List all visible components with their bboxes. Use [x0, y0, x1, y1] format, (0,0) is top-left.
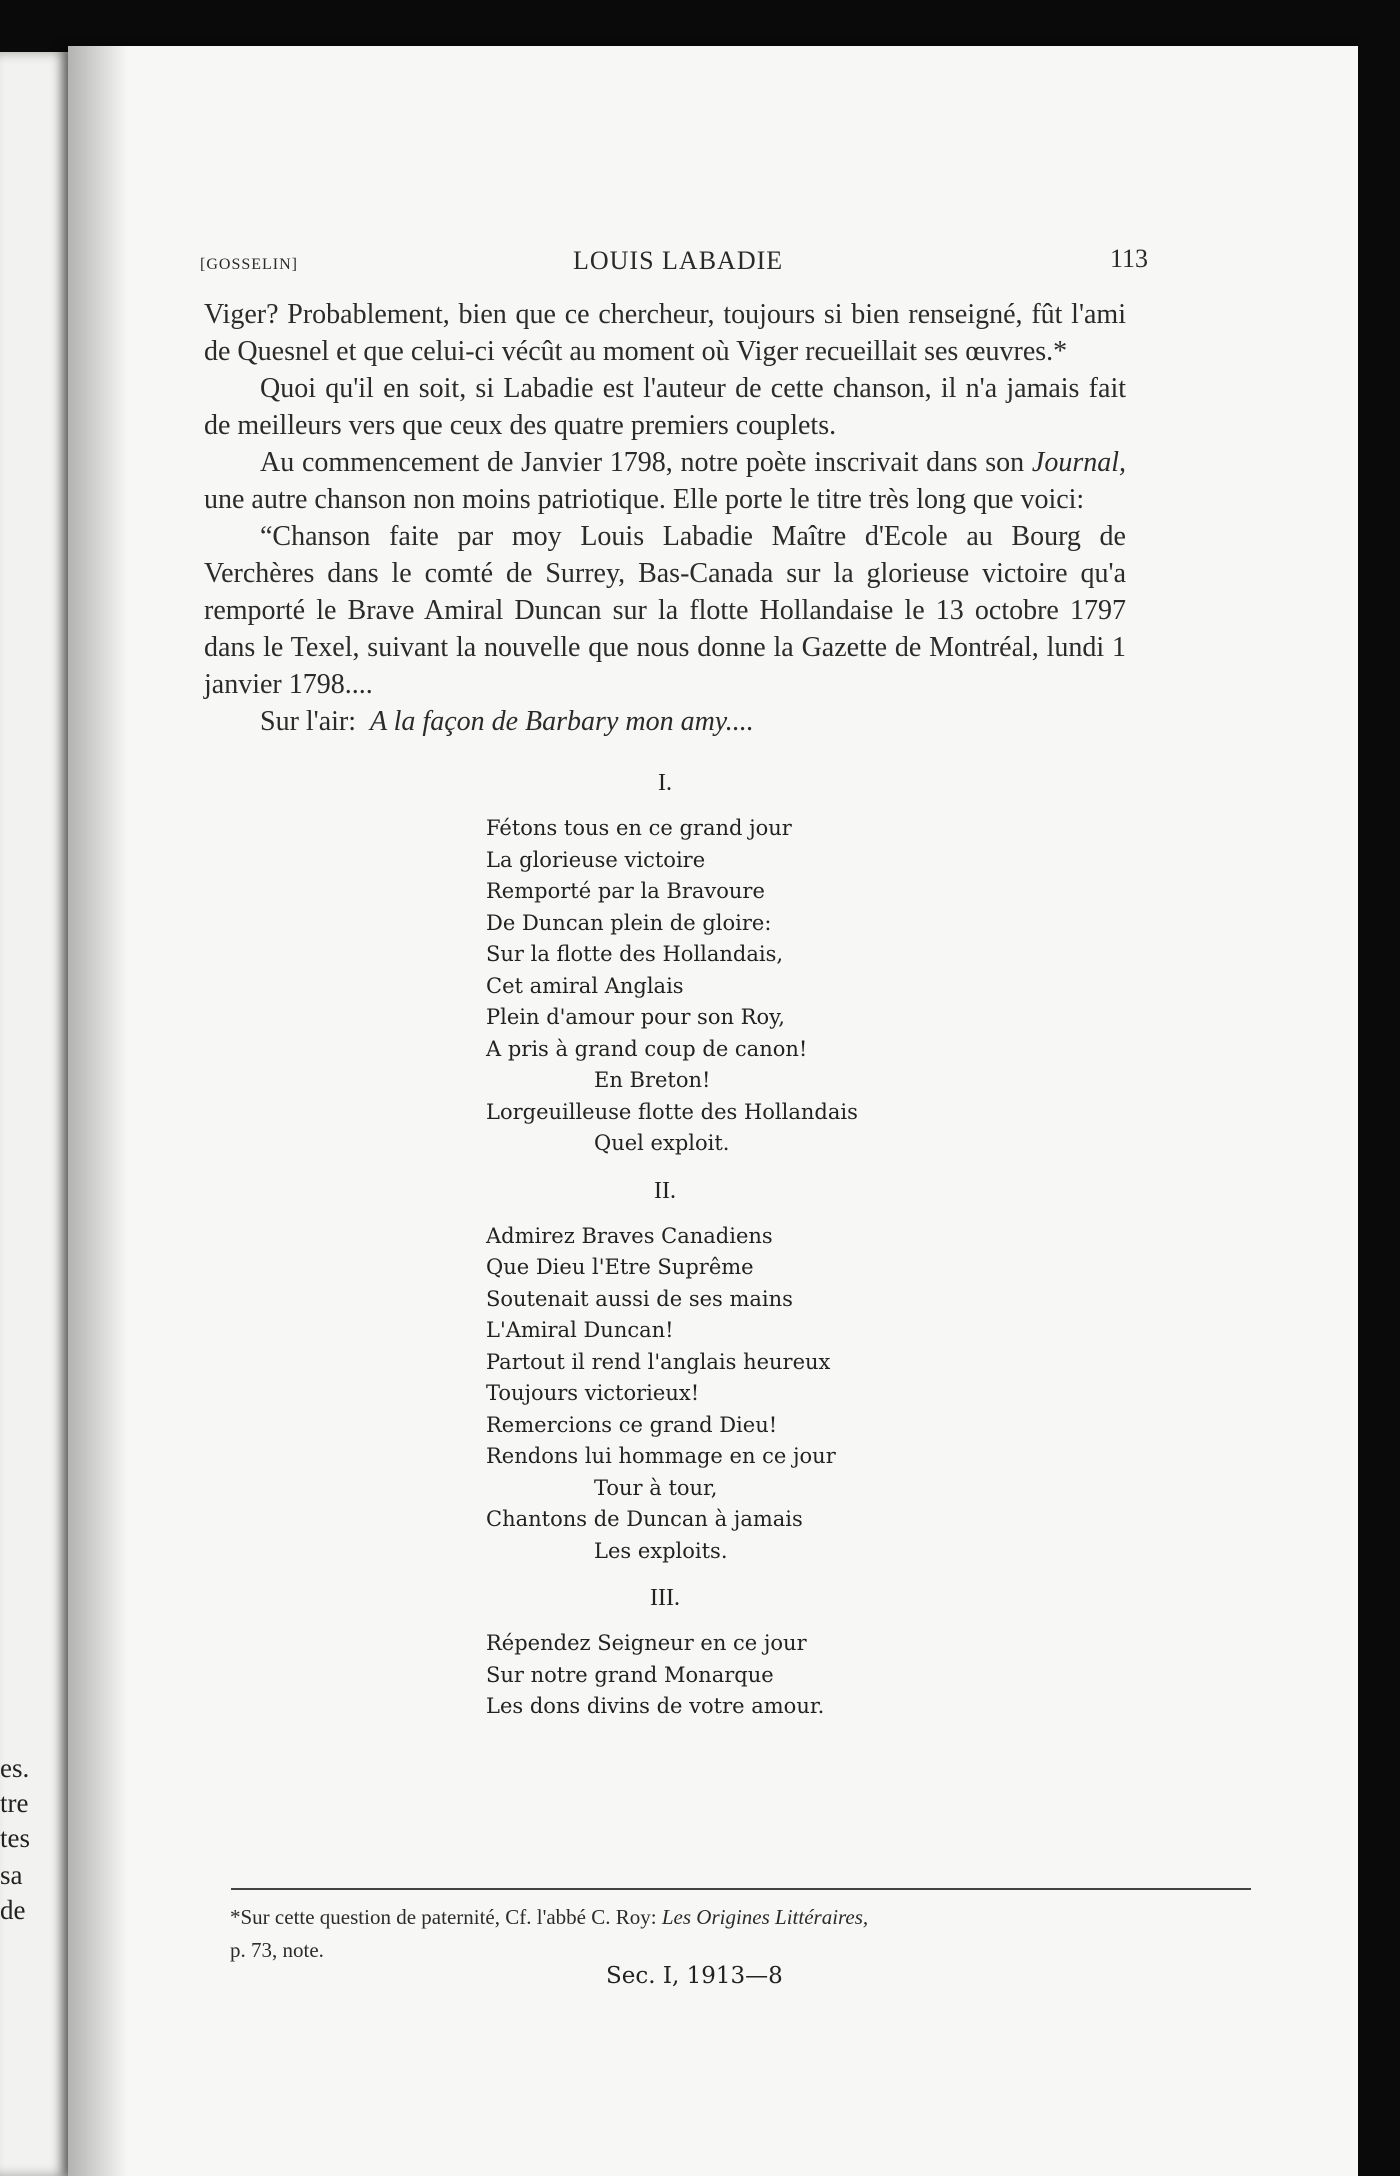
verse-line-refrain: Les exploits. [594, 1538, 728, 1563]
left-page-fragment: tre [0, 1788, 29, 1818]
running-header [68, 242, 1358, 282]
verse-line: Sur la flotte des Hollandais, [486, 942, 784, 966]
stanza [204, 1178, 1126, 1568]
poem [204, 770, 1126, 1723]
page-number: 113 [1110, 244, 1149, 273]
paragraph: Quoi qu'il en soit, si Labadie est l'auteur de cette chanson, il n'a jamais fait de meilleurs vers que ceux des quatre premiers couplets. [204, 373, 1126, 441]
paragraph: Viger? Probablement, bien que ce chercheur, toujours si bien renseigné, fût l'ami de Quesnel et que celui-ci vécût au moment où Viger recueillait ses œuvres.* [204, 299, 1126, 367]
footnote-text: *Sur cette question de paternité, Cf. l'abbé C. Roy: [230, 1905, 657, 1929]
verse-line: Les dons divins de votre amour. [486, 1694, 825, 1718]
stanza [204, 770, 1126, 1160]
stanza-number: II. [654, 1177, 676, 1204]
verse-line: Partout il rend l'anglais heureux [486, 1349, 831, 1374]
paragraph [204, 444, 1126, 518]
left-page-fragment: es. [0, 1753, 30, 1783]
verse-line: De Duncan plein de gloire: [486, 910, 772, 935]
left-page-fragment: de [0, 1895, 26, 1925]
paragraph-text: Au commencement de Janvier 1798, notre poète inscrivait dans son [260, 447, 1025, 478]
verse-line: La glorieuse victoire [486, 847, 706, 872]
footnote-book-title: Les Origines Littéraires, [661, 1905, 869, 1929]
verse-line: Toujours victorieux! [486, 1381, 700, 1405]
footnote [230, 1901, 1260, 1967]
paragraph-text: une autre chanson non moins patriotique. Elle porte le titre très long que voici: [204, 484, 1085, 515]
journal-title: Journal, [1031, 447, 1127, 478]
running-head-title: LOUIS LABADIE [573, 246, 784, 275]
left-page-fragment: tes [0, 1823, 30, 1853]
verse-line: Fétons tous en ce grand jour [486, 816, 792, 840]
stanza-number: I. [658, 770, 672, 796]
printer-signature: Sec. I, 1913—8 [606, 1963, 783, 1989]
verse-line: Plein d'amour pour son Roy, [486, 1005, 785, 1029]
verse-line: Lorgeuilleuse flotte des Hollandais [486, 1099, 858, 1124]
stanza [204, 1585, 1126, 1723]
verse-line: Que Dieu l'Etre Suprême [486, 1255, 754, 1279]
verse-line: Rendons lui hommage en ce jour [486, 1444, 836, 1468]
verse-line: Répendez Seigneur en ce jour [486, 1631, 807, 1655]
adjacent-left-page [0, 52, 70, 2176]
page-body [204, 296, 1126, 1723]
tune-title: A la façon de Barbary mon amy.... [370, 706, 754, 737]
tune-prefix: Sur l'air: [260, 706, 357, 737]
footnote-divider [231, 1888, 1251, 1890]
stanza-number: III. [650, 1585, 680, 1611]
running-head-author: [GOSSELIN] [200, 256, 298, 273]
book-page [68, 46, 1358, 2176]
footnote-reference: p. 73, note. [230, 1938, 324, 1962]
verse-line: Soutenait aussi de ses mains [486, 1286, 793, 1311]
verse-line: Admirez Braves Canadiens [486, 1223, 773, 1248]
verse-line: Sur notre grand Monarque [486, 1662, 774, 1687]
scan-background-edge [1358, 0, 1400, 2176]
verse-line: Remercions ce grand Dieu! [486, 1412, 778, 1437]
verse-line: Chantons de Duncan à jamais [486, 1507, 803, 1531]
verse-line-refrain: Tour à tour, [594, 1475, 718, 1500]
paragraph: “Chanson faite par moy Louis Labadie Maître d'Ecole au Bourg de Verchères dans le comté de Surrey, Bas-Canada sur la glorieuse victoire qu'a remporté le Brave Amiral Duncan sur la flotte Hollandaise le 13 octobre 1797 dans le Texel, suivant la nouvelle que nous donne la Gazette de Montréal, lundi 1 janvier 1798.... [204, 521, 1126, 700]
verse-line-refrain: En Breton! [594, 1068, 711, 1092]
left-page-fragment: sa [0, 1860, 23, 1890]
verse-line: L'Amiral Duncan! [486, 1318, 674, 1342]
verse-line: Remporté par la Bravoure [486, 879, 765, 903]
verse-line: Cet amiral Anglais [486, 973, 684, 998]
verse-line-refrain: Quel exploit. [594, 1131, 730, 1155]
tune-line [204, 703, 1126, 740]
verse-line: A pris à grand coup de canon! [486, 1036, 808, 1061]
page-gutter-shadow [68, 46, 128, 2176]
